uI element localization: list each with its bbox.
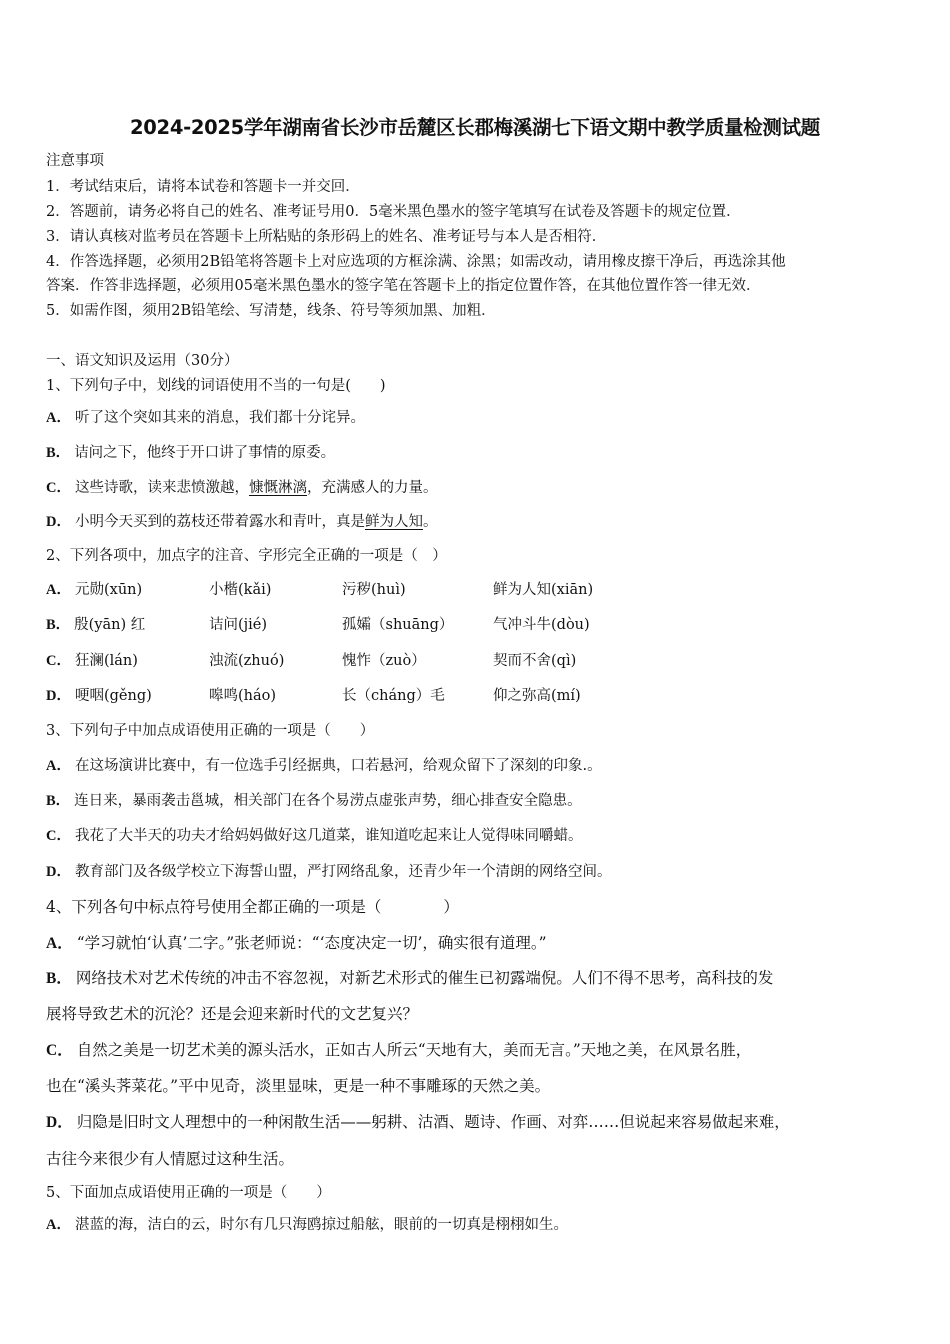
q4-option-c-continued: 也在“溪头荠菜花。”平中见奇，淡里显味，更是一种不事雕琢的天然之美。 [46,1077,551,1095]
q4-option-c [46,1040,751,1061]
option-label: B． [46,793,71,809]
option-text: “学习就怕‘认真’二字。”张老师说：“‘态度决定一切’，确实很有道理。” [76,934,547,952]
notice-line: 3．请认真核对监考员在答题卡上所粘贴的条形码上的姓名、准考证号与本人是否相符． [46,229,607,245]
option-cell [46,686,152,706]
q4-option-b [46,968,773,989]
page-title: 2024-2025学年湖南省长沙市岳麓区长郡梅溪湖七下语文期中教学质量检测试题 [130,116,820,139]
option-label: A． [46,935,73,952]
option-label: C． [46,828,71,844]
option-text: 仰之弥高(mí) [493,688,581,704]
option-label: D． [46,688,71,704]
option-text: 狂澜(lán) [74,653,138,669]
option-label: B． [46,617,71,633]
option-text: 连日来，暴雨袭击邕城，相关部门在各个易涝点虚张声势，细心排查安全隐患。 [74,793,582,809]
q4-option-d [46,1112,790,1133]
option-text: 鲜为人知(xiān) [493,582,594,598]
notice-line: 5．如需作图，须用2B铅笔绘、写清楚，线条、符号等须加黑、加粗． [46,303,496,319]
option-label: D． [46,864,71,880]
option-text: ，充满感人的力量。 [306,480,438,496]
q1-option-b [46,443,335,463]
option-text: 小楷(kǎi) [209,582,272,598]
option-text: 我花了大半天的功夫才给妈妈做好这几道菜，谁知道吃起来让人觉得味同嚼蜡。 [74,828,583,844]
option-text: 这些诗歌，读来悲愤激越， [74,480,249,496]
option-text: 长（cháng）毛 [342,688,445,704]
option-label: B． [46,970,72,987]
option-text: 湛蓝的海，洁白的云，时尔有几只海鸥掠过船舷，眼前的一切真是栩栩如生。 [74,1217,568,1233]
option-text: 网络技术对艺术传统的冲击不容忽视，对新艺术形式的催生已初露端倪。人们不得不思考，高科技的发 [75,969,774,987]
q3-option-b [46,791,582,811]
option-text: 浊流(zhuó) [209,653,285,669]
option-text: 嗥鸣(háo) [209,688,277,704]
option-text: 。 [422,514,438,530]
option-text: 自然之美是一切艺术美的源头活水，正如古人所云“天地有大，美而无言。”天地之美，在风景名胜， [76,1041,752,1059]
option-label: C． [46,480,71,496]
q4-option-d-continued: 古往今来很少有人情愿过这种生活。 [46,1150,295,1168]
option-text: 愧怍（zuò） [342,653,426,669]
notice-line: 2．答题前，请务必将自己的姓名、准考证号用0．5毫米黑色墨水的签字笔填写在试卷及答题卡的规定位置． [46,204,741,220]
option-text: 诘问(jié) [209,617,268,633]
option-label: D． [46,1114,73,1131]
option-text: 哽咽(gěng) [74,688,152,704]
question-3-stem: 3、下列句子中加点成语使用正确的一项是（ ） [46,723,375,739]
option-text: 契而不舍(qì) [493,653,577,669]
q3-option-a [46,756,602,776]
notice-line: 答案．作答非选择题，必须用05毫米黑色墨水的签字笔在答题卡上的指定位置作答，在其他位置作答一律无效． [46,278,761,294]
question-5-stem: 5、下面加点成语使用正确的一项是（ ） [46,1185,331,1201]
option-label: A． [46,1217,71,1233]
question-2-stem: 2、下列各项中，加点字的注音、字形完全正确的一项是（ ） [46,548,447,564]
question-1-stem: 1、下列句子中，划线的词语使用不当的一句是( ) [46,378,386,394]
q4-option-a [46,933,547,954]
option-cell [46,580,142,600]
underlined-phrase: 慷慨淋漓 [248,480,307,496]
option-text: 教育部门及各级学校立下海誓山盟，严打网络乱象，还青少年一个清朗的网络空间。 [74,864,612,880]
option-label: A． [46,758,71,774]
option-text: 听了这个突如其来的消息，我们都十分诧异。 [74,410,365,426]
q3-option-c [46,826,582,846]
option-label: A． [46,410,71,426]
option-label: D． [46,514,71,530]
section-heading: 一、语文知识及运用（30分） [46,353,239,369]
option-cell [46,615,145,635]
question-4-stem: 4、下列各句中标点符号使用全都正确的一项是（ ） [46,898,459,916]
option-text: 污秽(huì) [342,582,406,598]
notice-heading: 注意事项 [46,153,104,169]
option-text: 诘问之下，他终于开口讲了事情的原委。 [74,445,336,461]
q4-option-b-continued: 展将导致艺术的沉沦？还是会迎来新时代的文艺复兴？ [46,1005,419,1023]
option-label: B． [46,445,71,461]
q3-option-d [46,862,611,882]
option-text: 元勋(xūn) [74,582,143,598]
option-label: C． [46,1042,73,1059]
option-label: C． [46,653,71,669]
underlined-phrase: 鲜为人知 [364,514,423,530]
option-text: 小明今天买到的荔枝还带着露水和青叶，真是 [74,514,365,530]
q5-option-a [46,1215,568,1235]
notice-line: 4．作答选择题，必须用2B铅笔将答题卡上对应选项的方框涂满、涂黑；如需改动，请用橡皮擦干净后，再选涂其他 [46,254,786,270]
notice-line: 1．考试结束后，请将本试卷和答题卡一并交回． [46,179,360,195]
q1-option-c [46,478,437,498]
q1-option-d [46,512,437,532]
option-text: 殷(yān) 红 [74,617,146,633]
q1-option-a [46,408,365,428]
option-text: 在这场演讲比赛中，有一位选手引经据典，口若悬河，给观众留下了深刻的印象.。 [74,758,602,774]
option-text: 归隐是旧时文人理想中的一种闲散生活——躬耕、沽酒、题诗、作画、对弈……但说起来容易做起来难， [76,1113,790,1131]
option-text: 气冲斗牛(dòu) [493,617,590,633]
option-label: A． [46,582,71,598]
option-text: 孤孀（shuāng） [342,617,454,633]
option-cell [46,651,138,671]
